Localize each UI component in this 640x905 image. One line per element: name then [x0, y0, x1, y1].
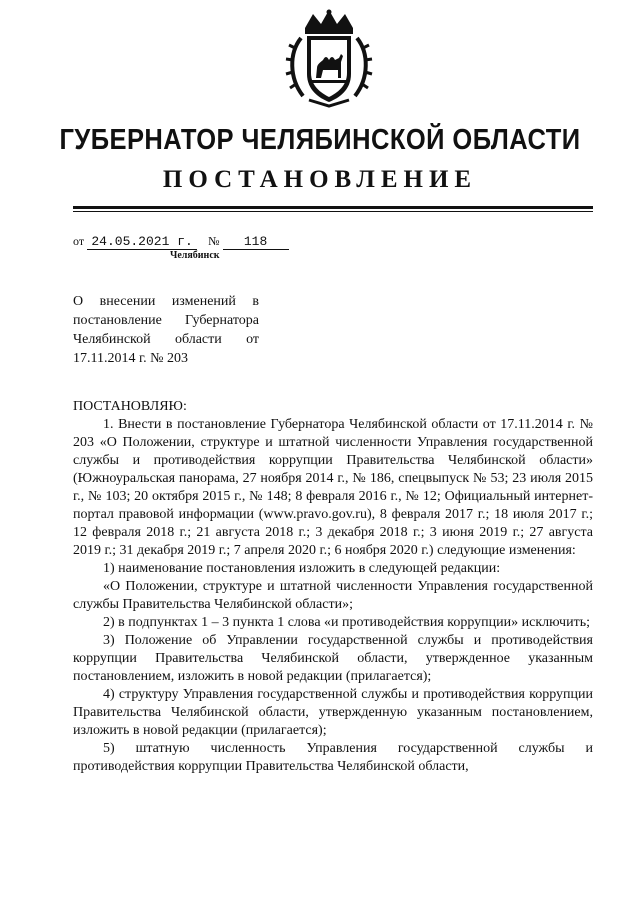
- paragraph-2: 1) наименование постановления изложить в следующей редакции:: [103, 561, 501, 576]
- decree-word: ПОСТАНОВЛЯЮ:: [73, 399, 187, 414]
- header-rule-thick: [73, 206, 593, 209]
- document-type: ПОСТАНОВЛЕНИЕ: [162, 166, 478, 193]
- header-rule-thin: [73, 211, 593, 212]
- paragraph-5: 3) Положение об Управлении государственной службы и противодействия коррупции Правительства Челябинской области, утвержденное указанным постановлением, изложить в новой редакции (прилагается);: [73, 633, 593, 684]
- coat-of-arms-emblem: [283, 8, 375, 108]
- document-body: [73, 398, 593, 776]
- document-number: 118: [223, 234, 289, 250]
- document-date: 24.05.2021 г.: [87, 234, 197, 250]
- city: Челябинск: [170, 250, 220, 261]
- issuer-title: ГУБЕРНАТОР ЧЕЛЯБИНСКОЙ ОБЛАСТИ: [59, 124, 581, 156]
- paragraph-6: 4) структуру Управления государственной службы и противодействия коррупции Правительства Челябинской области, утвержденную указанным постановлением, изложить в новой редакции (прилагается);: [73, 687, 593, 738]
- paragraph-4: 2) в подпунктах 1 – 3 пункта 1 слова «и противодействия коррупции» исключить;: [103, 615, 590, 630]
- paragraph-7: 5) штатную численность Управления государственной службы и противодействия коррупции Правительства Челябинской области,: [73, 741, 593, 774]
- from-label: от: [73, 234, 85, 248]
- paragraph-1: 1. Внести в постановление Губернатора Челябинской области от 17.11.2014 г. № 203 «О Положении, структуре и штатной численности Управления государственной службы и противодействия коррупции Правительства Челябинской области» (Южноуральская панорама, 27 ноября 2014 г., № 186, спецвыпуск № 53; 23 июля 2015 г., № 103; 20 октября 2015 г., № 148; 8 февраля 2016 г., № 12; Официальный интернет-портал правовой информации (www.pravo.gov.ru), 8 февраля 2017 г.; 18 июля 2017 г.; 12 февраля 2018 г.; 21 августа 2018 г.; 3 декабря 2018 г.; 3 июня 2019 г.; 27 августа 2019 г.; 31 декабря 2019 г.; 7 апреля 2020 г.; 6 ноября 2020 г.) следующие изменения:: [73, 417, 593, 558]
- paragraph-3: «О Положении, структуре и штатной численности Управления государственной службы Правительства Челябинской области»;: [73, 579, 593, 612]
- date-number-line: [73, 234, 289, 250]
- document-subject: О внесении изменений в постановление Губернатора Челябинской области от 17.11.2014 г. № 203: [73, 294, 259, 366]
- number-label: №: [208, 234, 220, 248]
